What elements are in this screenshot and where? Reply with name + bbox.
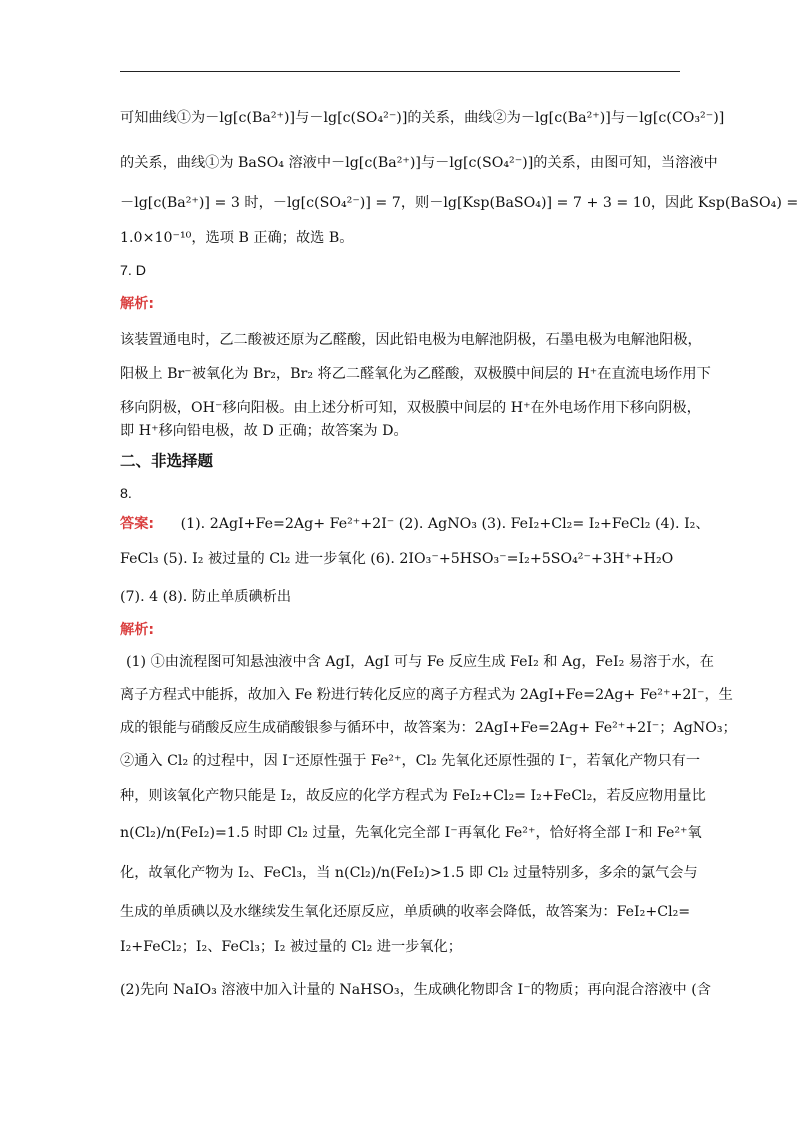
text-line: n(Cl₂)/n(FeI₂)=1.5 时即 Cl₂ 过量，先氧化完全部 I⁻再氧化 Fe²⁺，恰好将全部 I⁻和 Fe²⁺氧 xyxy=(120,825,702,841)
text-line: 可知曲线①为－lg[c(Ba²⁺)]与－lg[c(SO₄²⁻)]的关系，曲线②为－lg[c(Ba²⁺)]与－lg[c(CO₃²⁻)] xyxy=(120,110,725,126)
text-line: (7). 4 (8). 防止单质碘析出 xyxy=(120,589,292,605)
text-line: 移向阴极，OH⁻移向阳极。由上述分析可知，双极膜中间层的 H⁺在外电场作用下移向阴极， xyxy=(120,400,701,416)
text-line: 种，则该氧化产物只能是 I₂，故反应的化学方程式为 FeI₂+Cl₂= I₂+FeCl₂，若反应物用量比 xyxy=(120,788,706,804)
answer-label: 答案: xyxy=(120,516,155,532)
answer-text: (1). 2AgI+Fe=2Ag+ Fe²⁺+2I⁻ (2). AgNO₃ (3). FeI₂+Cl₂= I₂+FeCl₂ (4). I₂、 xyxy=(180,516,710,532)
text-line: －lg[c(Ba²⁺)] = 3 时，－lg[c(SO₄²⁻)] = 7，则－lg[Ksp(BaSO₄)] = 7 + 3 = 10，因此 Ksp(BaSO₄) = xyxy=(120,195,799,211)
analysis-label: 解析: xyxy=(120,296,155,312)
text-line: I₂+FeCl₂；I₂、FeCl₃；I₂ 被过量的 Cl₂ 进一步氧化； xyxy=(120,939,462,955)
text-line: 的关系，曲线①为 BaSO₄ 溶液中－lg[c(Ba²⁺)]与－lg[c(SO₄²⁻)]的关系，由图可知，当溶液中 xyxy=(120,155,718,171)
text-line: 即 H⁺移向铅电极，故 D 正确；故答案为 D。 xyxy=(120,423,408,439)
question-number: 8. xyxy=(120,486,132,502)
text-line: 该装置通电时，乙二酸被还原为乙醛酸，因此铅电极为电解池阴极，石墨电极为电解池阳极， xyxy=(120,332,702,348)
text-line: 成的银能与硝酸反应生成硝酸银参与循环中，故答案为：2AgI+Fe=2Ag+ Fe²⁺+2I⁻；AgNO₃； xyxy=(120,720,737,736)
text-line: FeCl₃ (5). I₂ 被过量的 Cl₂ 进一步氧化 (6). 2IO₃⁻+5HSO₃⁻=I₂+5SO₄²⁻+3H⁺+H₂O xyxy=(120,551,674,567)
text-line: (2)先向 NaIO₃ 溶液中加入计量的 NaHSO₃，生成碘化物即含 I⁻的物质；再向混合溶液中 (含 xyxy=(120,982,711,998)
text-line: (1) ①由流程图可知悬浊液中含 AgI，AgI 可与 Fe 反应生成 FeI₂ 和 Ag，FeI₂ 易溶于水，在 xyxy=(126,654,714,670)
text-line: 生成的单质碘以及水继续发生氧化还原反应，单质碘的收率会降低，故答案为：FeI₂+Cl₂= xyxy=(120,904,691,920)
text-line: 1.0×10⁻¹⁰，选项 B 正确；故选 B。 xyxy=(120,230,354,246)
text-line: 化，故氧化产物为 I₂、FeCl₃，当 n(Cl₂)/n(FeI₂)>1.5 即 Cl₂ 过量特别多，多余的氯气会与 xyxy=(120,865,698,881)
question-number: 7. D xyxy=(120,263,147,279)
section-heading: 二、非选择题 xyxy=(120,452,214,470)
analysis-label: 解析: xyxy=(120,622,155,638)
answer-line xyxy=(120,514,710,534)
text-line: ②通入 Cl₂ 的过程中，因 I⁻还原性强于 Fe²⁺，Cl₂ 先氧化还原性强的 I⁻，若氧化产物只有一 xyxy=(120,753,701,769)
text-line: 阳极上 Br⁻被氧化为 Br₂，Br₂ 将乙二醛氧化为乙醛酸，双极膜中间层的 H⁺在直流电场作用下 xyxy=(120,366,711,382)
header-rule xyxy=(120,71,680,72)
text-line: 离子方程式中能拆，故加入 Fe 粉进行转化反应的离子方程式为 2AgI+Fe=2Ag+ Fe²⁺+2I⁻，生 xyxy=(120,687,733,703)
